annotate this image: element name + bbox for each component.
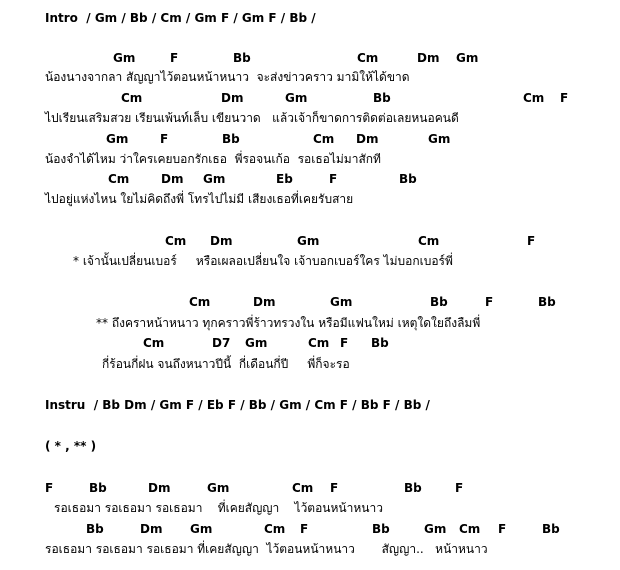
chord: Gm (297, 234, 320, 248)
chord: Cm (308, 336, 330, 350)
lyric-line: น้องจำได้ไหม ว่าใครเคยบอกรักเธอ พี่รอจนเก้อ รอเธอไม่มาสักที (45, 152, 381, 166)
chord: Dm (148, 481, 171, 495)
chord: Bb (86, 522, 104, 536)
chord: Dm (161, 172, 184, 186)
chord: Bb (89, 481, 107, 495)
chord: F (330, 481, 339, 495)
repeat-marker: ( * , ** ) (45, 439, 97, 453)
chord: F (170, 51, 179, 65)
chord: Gm (203, 172, 226, 186)
chord: D7 (212, 336, 231, 350)
lyric-line: รอเธอมา รอเธอมา รอเธอมา ที่เคยสัญญา ไว้ตอนหน้าหนาว (54, 501, 383, 515)
chord: F (45, 481, 54, 495)
chord: F (560, 91, 569, 105)
chord: Gm (106, 132, 129, 146)
chord: Cm (189, 295, 211, 309)
chord: Cm (165, 234, 187, 248)
chord: Cm (264, 522, 286, 536)
chord: Dm (210, 234, 233, 248)
chord: Gm (456, 51, 479, 65)
lyric-line: ไปเรียนเสริมสวย เรียนเพ้นท์เล็บ เขียนวาด แล้วเจ้าก็ขาดการติดต่อเลยหนอคนดี (45, 111, 459, 125)
chord: F (329, 172, 338, 186)
chord: Cm (143, 336, 165, 350)
chord: Cm (418, 234, 440, 248)
chord: Gm (330, 295, 353, 309)
chord: Gm (207, 481, 230, 495)
chord: Gm (113, 51, 136, 65)
chord: Gm (285, 91, 308, 105)
chord: Bb (371, 336, 389, 350)
chord: Bb (233, 51, 251, 65)
chord: Bb (430, 295, 448, 309)
chord: Bb (538, 295, 556, 309)
chord: Cm (108, 172, 130, 186)
chord: Bb (372, 522, 390, 536)
chord: Bb (373, 91, 391, 105)
chord: Cm (357, 51, 379, 65)
lyric-line: น้องนางจากลา สัญญาไว้ตอนหน้าหนาว จะส่งข่าวคราว มามิให้ได้ขาด (45, 70, 410, 84)
chord: Dm (221, 91, 244, 105)
chord: F (340, 336, 349, 350)
chord: F (498, 522, 507, 536)
chord: F (527, 234, 536, 248)
lyric-line: * เจ้านั้นเปลี่ยนเบอร์ หรือเผลอเปลี่ยนใจ เจ้าบอกเบอร์ใคร ไม่บอกเบอร์พี่ (73, 254, 453, 268)
lyric-line: รอเธอมา รอเธอมา รอเธอมา ที่เคยสัญญา ไว้ตอนหน้าหนาว สัญญา.. หน้าหนาว (45, 542, 488, 556)
chord: Eb (276, 172, 293, 186)
chord: F (160, 132, 169, 146)
chord: Cm (121, 91, 143, 105)
chord: F (300, 522, 309, 536)
chord: Bb (404, 481, 422, 495)
chord: Bb (222, 132, 240, 146)
instru-line: Instru / Bb Dm / Gm F / Eb F / Bb / Gm / Cm F / Bb F / Bb / (45, 398, 430, 412)
chord: Dm (140, 522, 163, 536)
chord: Bb (542, 522, 560, 536)
chord: Gm (424, 522, 447, 536)
intro-line: Intro / Gm / Bb / Cm / Gm F / Gm F / Bb / (45, 11, 316, 25)
chord: Bb (399, 172, 417, 186)
chord: Cm (313, 132, 335, 146)
chord: Gm (428, 132, 451, 146)
chord: Dm (417, 51, 440, 65)
lyric-line: ** ถึงคราหน้าหนาว ทุกคราวพี่ร้าวทรวงใน หรือมีแฟนใหม่ เหตุใดใยถึงลืมพี่ (96, 316, 481, 330)
chord: Dm (253, 295, 276, 309)
chord: Cm (523, 91, 545, 105)
chord: Gm (245, 336, 268, 350)
lyric-line: กี่ร้อนกี่ฝน จนถึงหนาวปีนี้ กี่เดือนกี่ปี พี่ก็จะรอ (102, 357, 350, 371)
chord: Dm (356, 132, 379, 146)
chord: Cm (292, 481, 314, 495)
chord: Gm (190, 522, 213, 536)
chord: F (485, 295, 494, 309)
chord: F (455, 481, 464, 495)
lyric-line: ไปอยู่แห่งไหน ใยไม่คิดถึงพี่ โทรไปไม่มี เสียงเธอที่เคยรับสาย (45, 192, 354, 206)
chord: Cm (459, 522, 481, 536)
